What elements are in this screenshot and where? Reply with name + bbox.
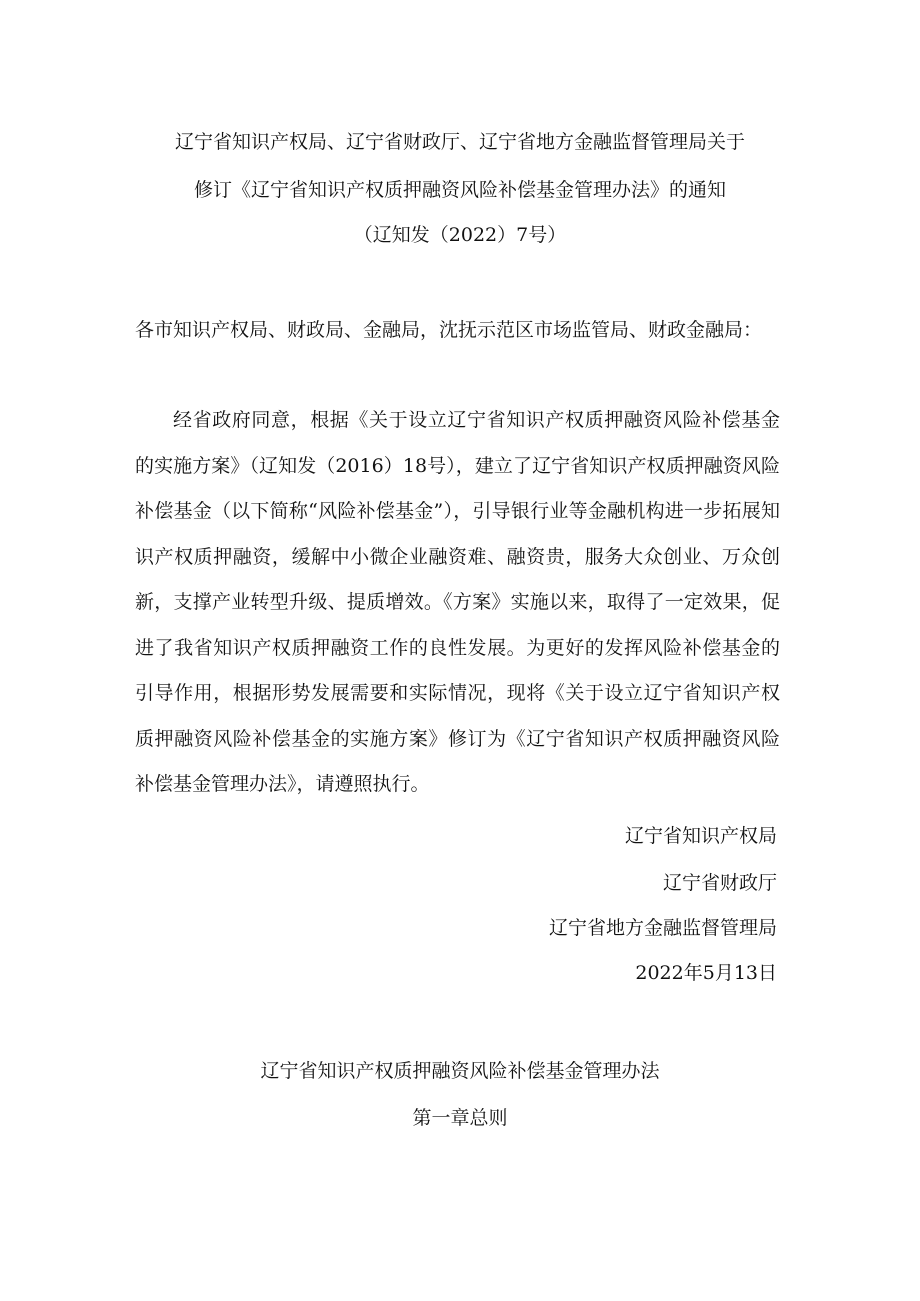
notice-title-line-1: 辽宁省知识产权局、辽宁省财政厅、辽宁省地方金融监督管理局关于 xyxy=(174,131,745,153)
document-number: （辽知发（2022）7号） xyxy=(353,224,567,246)
addressee: 各市知识产权局、财政局、金融局，沈抚示范区市场监管局、财政金融局： xyxy=(135,319,763,341)
signature-org-ip-office: 辽宁省知识产权局 xyxy=(624,825,777,847)
signature-date: 2022年5月13日 xyxy=(635,962,777,984)
chapter-heading: 第一章总则 xyxy=(412,1107,508,1129)
regulation-title: 辽宁省知识产权质押融资风险补偿基金管理办法 xyxy=(260,1060,660,1082)
signature-org-financial-regulator: 辽宁省地方金融监督管理局 xyxy=(548,917,777,939)
notice-body-paragraph: 经省政府同意，根据《关于设立辽宁省知识产权质押融资风险补偿基金的实施方案》（辽知发（2016）18号），建立了辽宁省知识产权质押融资风险补偿基金（以下简称“风险补偿基金”），引导银行业等金融机构进一步拓展知识产权质押融资，缓解中小微企业融资难、融资贵，服务大众创业、万众创新，支撑产业转型升级、提质增效。《方案》实施以来，取得了一定效果，促进了我省知识产权质押融资工作的良性发展。为更好的发挥风险补偿基金的引导作用，根据形势发展需要和实际情况，现将《关于设立辽宁省知识产权质押融资风险补偿基金的实施方案》修订为《辽宁省知识产权质押融资风险补偿基金管理办法》，请遵照执行。 xyxy=(135,409,780,795)
signature-org-finance-dept: 辽宁省财政厅 xyxy=(662,872,777,894)
notice-title-line-2: 修订《辽宁省知识产权质押融资风险补偿基金管理办法》的通知 xyxy=(193,179,726,201)
